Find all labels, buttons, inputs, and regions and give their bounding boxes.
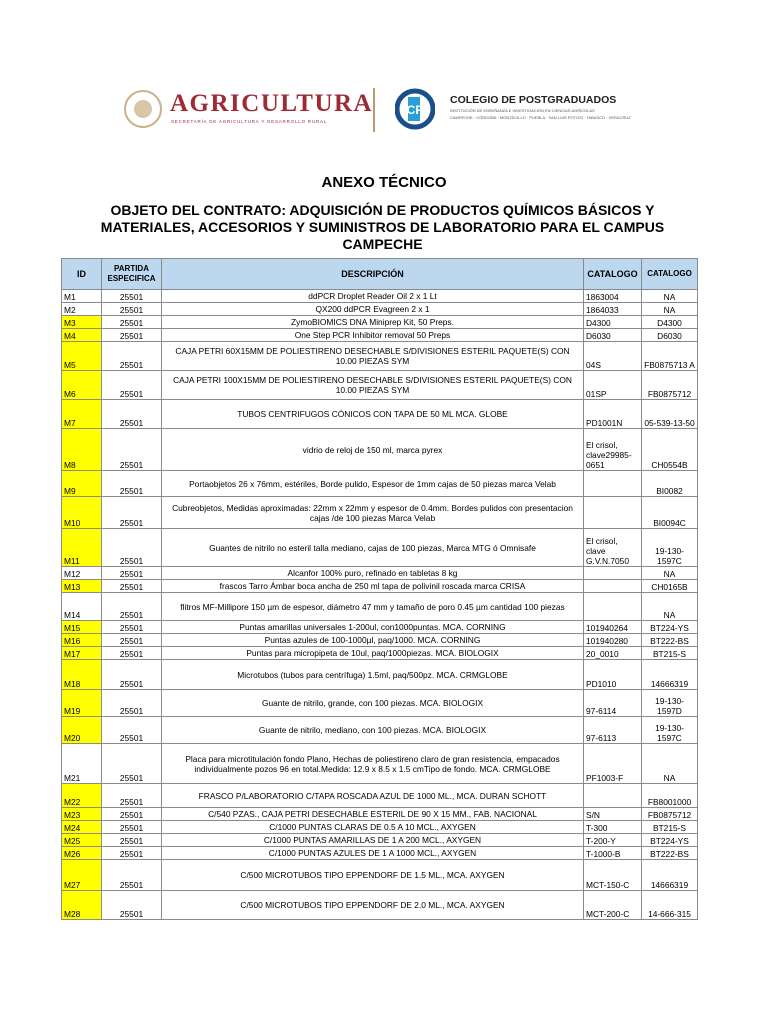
row-partida: 25501: [102, 290, 162, 303]
header-partida: PARTIDA ESPECIFICA: [102, 259, 162, 290]
table-row: [62, 744, 698, 784]
row-id: M18: [62, 660, 102, 690]
row-id: M2: [62, 303, 102, 316]
row-descripcion: vidrio de reloj de 150 ml, marca pyrex: [162, 429, 584, 471]
table-row: [62, 717, 698, 744]
row-partida: 25501: [102, 634, 162, 647]
row-id: M3: [62, 316, 102, 329]
row-descripcion: ZymoBIOMICS DNA Miniprep Kit, 50 Preps.: [162, 316, 584, 329]
row-descripcion: ddPCR Droplet Reader Oil 2 x 1 Lt: [162, 290, 584, 303]
row-id: M20: [62, 717, 102, 744]
row-partida: 25501: [102, 891, 162, 920]
row-catalogo-2: BT222-BS: [642, 634, 698, 647]
row-descripcion: Puntas azules de 100-1000µl, paq/1000. MCA. CORNING: [162, 634, 584, 647]
row-catalogo-2: CH0554B: [642, 429, 698, 471]
row-descripcion: C/540 PZAS., CAJA PETRI DESECHABLE ESTERIL DE 90 X 15 MM., FAB. NACIONAL: [162, 808, 584, 821]
table-row: [62, 342, 698, 371]
table-row: [62, 303, 698, 316]
page-title: ANEXO TÉCNICO: [321, 174, 447, 191]
row-catalogo-2: NA: [642, 744, 698, 784]
row-descripcion: C/1000 PUNTAS AMARILLAS DE 1 A 200 MCL., AXYGEN: [162, 834, 584, 847]
row-id: M11: [62, 529, 102, 567]
row-id: M16: [62, 634, 102, 647]
cp-logo-letters: CP: [406, 103, 424, 117]
row-catalogo-2: CH0165B: [642, 580, 698, 593]
mexico-seal-icon: [124, 90, 162, 128]
row-descripcion: C/500 MICROTUBOS TIPO EPPENDORF DE 1.5 ML., MCA. AXYGEN: [162, 860, 584, 891]
table-row: [62, 593, 698, 621]
row-catalogo: PD1010: [584, 660, 642, 690]
header-divider: [373, 88, 375, 132]
row-partida: 25501: [102, 471, 162, 497]
agricultura-subtitle: SECRETARÍA DE AGRICULTURA Y DESARROLLO RURAL: [171, 119, 328, 124]
row-partida: 25501: [102, 860, 162, 891]
row-catalogo: [584, 580, 642, 593]
row-partida: 25501: [102, 400, 162, 429]
row-partida: 25501: [102, 621, 162, 634]
row-partida: 25501: [102, 847, 162, 860]
table-row: [62, 860, 698, 891]
row-descripcion: Portaobjetos 26 x 76mm, estériles, Borde pulido, Espesor de 1mm cajas de 50 piezas marca Velab: [162, 471, 584, 497]
colegio-postgraduados-logo-icon: [395, 87, 435, 131]
row-id: M22: [62, 784, 102, 808]
table-row: [62, 847, 698, 860]
row-descripcion: CAJA PETRI 60X15MM DE POLIESTIRENO DESECHABLE S/DIVISIONES ESTERIL PAQUETE(S) CON 10.00 PIEZAS SYM: [162, 342, 584, 371]
row-partida: 25501: [102, 580, 162, 593]
row-descripcion: Guante de nitrilo, grande, con 100 piezas. MCA. BIOLOGIX: [162, 690, 584, 717]
row-id: M23: [62, 808, 102, 821]
table-row: [62, 647, 698, 660]
row-catalogo-2: 14-666-315: [642, 891, 698, 920]
row-catalogo-2: 05-539-13-50: [642, 400, 698, 429]
table-row: [62, 316, 698, 329]
row-descripcion: TUBOS CENTRIFUGOS CÓNICOS CON TAPA DE 50 ML MCA. GLOBE: [162, 400, 584, 429]
row-descripcion: C/1000 PUNTAS AZULES DE 1 A 1000 MCL., AXYGEN: [162, 847, 584, 860]
row-catalogo: T-200-Y: [584, 834, 642, 847]
table-row: [62, 580, 698, 593]
row-catalogo-2: D4300: [642, 316, 698, 329]
row-catalogo: [584, 593, 642, 621]
table-row: [62, 808, 698, 821]
row-descripcion: Puntas amarillas universales 1-200ul, con1000puntas. MCA. CORNING: [162, 621, 584, 634]
row-catalogo-2: D6030: [642, 329, 698, 342]
row-descripcion: Microtubos (tubos para centrífuga) 1.5ml, paq/500pz. MCA. CRMGLOBE: [162, 660, 584, 690]
table-header-row: [62, 259, 698, 290]
colegio-campuses: CAMPECHE · CÓRDOBA · MONTECILLO · PUEBLA · SAN LUIS POTOSÍ · TABASCO · VERACRUZ: [450, 115, 631, 120]
table-row: [62, 290, 698, 303]
agricultura-logo-text: AGRICULTURA: [170, 90, 374, 117]
row-descripcion: FRASCO P/LABORATORIO C/TAPA ROSCADA AZUL DE 1000 ML., MCA. DURAN SCHOTT: [162, 784, 584, 808]
header-id: ID: [62, 259, 102, 290]
row-id: M17: [62, 647, 102, 660]
row-id: M14: [62, 593, 102, 621]
row-descripcion: Alcanfor 100% puro, refinado en tabletas 8 kg: [162, 567, 584, 580]
row-catalogo-2: NA: [642, 303, 698, 316]
row-catalogo-2: BT215-S: [642, 647, 698, 660]
row-catalogo: [584, 567, 642, 580]
table-row: [62, 567, 698, 580]
row-partida: 25501: [102, 821, 162, 834]
table-row: [62, 329, 698, 342]
row-catalogo: D4300: [584, 316, 642, 329]
table-row: [62, 400, 698, 429]
row-partida: 25501: [102, 784, 162, 808]
row-catalogo: T-1000-B: [584, 847, 642, 860]
row-partida: 25501: [102, 529, 162, 567]
row-catalogo: 97-6114: [584, 690, 642, 717]
row-partida: 25501: [102, 660, 162, 690]
row-id: M12: [62, 567, 102, 580]
row-partida: 25501: [102, 567, 162, 580]
table-row: [62, 821, 698, 834]
row-catalogo-2: FB0875713 A: [642, 342, 698, 371]
row-partida: 25501: [102, 647, 162, 660]
row-catalogo-2: NA: [642, 567, 698, 580]
table-row: [62, 429, 698, 471]
row-partida: 25501: [102, 371, 162, 400]
row-partida: 25501: [102, 342, 162, 371]
row-catalogo: [584, 784, 642, 808]
colegio-subtitle: INSTITUCIÓN DE ENSEÑANZA E INVESTIGACIÓN EN CIENCIAS AGRÍCOLAS: [450, 108, 595, 113]
row-descripcion: Placa para microtitulación fondo Plano, Hechas de poliestireno claro de gran resistencia, empacados individualmente pozos 96 en total.Medida: 12.9 x 8.5 x 1.5 cmTipo de fondo. MCA. CRMGLOBE: [162, 744, 584, 784]
row-partida: 25501: [102, 316, 162, 329]
table-row: [62, 891, 698, 920]
table-row: [62, 634, 698, 647]
row-partida: 25501: [102, 834, 162, 847]
row-catalogo-2: BT222-BS: [642, 847, 698, 860]
row-id: M24: [62, 821, 102, 834]
row-catalogo: MCT-150-C: [584, 860, 642, 891]
row-catalogo: El crisol, clave29985-0651: [584, 429, 642, 471]
table-row: [62, 471, 698, 497]
row-descripcion: Guantes de nitrilo no esteril talla mediano, cajas de 100 piezas, Marca MTG ó Omnisafe: [162, 529, 584, 567]
row-catalogo-2: BI0082: [642, 471, 698, 497]
row-id: M27: [62, 860, 102, 891]
row-catalogo-2: BI0094C: [642, 497, 698, 529]
table-row: [62, 529, 698, 567]
row-catalogo-2: NA: [642, 593, 698, 621]
row-catalogo: S/N: [584, 808, 642, 821]
header-catalogo-2: CATALOGO: [642, 259, 698, 290]
row-id: M4: [62, 329, 102, 342]
row-descripcion: C/1000 PUNTAS CLARAS DE 0.5 A 10 MCL., AXYGEN: [162, 821, 584, 834]
row-descripcion: QX200 ddPCR Evagreen 2 x 1: [162, 303, 584, 316]
row-catalogo-2: 14666319: [642, 660, 698, 690]
row-descripcion: One Step PCR Inhibitor removal 50 Preps: [162, 329, 584, 342]
table-row: [62, 621, 698, 634]
row-catalogo-2: NA: [642, 290, 698, 303]
row-id: M10: [62, 497, 102, 529]
row-catalogo: [584, 471, 642, 497]
row-id: M7: [62, 400, 102, 429]
row-partida: 25501: [102, 429, 162, 471]
page-header: [120, 82, 640, 138]
row-catalogo-2: 19-130-1597C: [642, 529, 698, 567]
row-id: M21: [62, 744, 102, 784]
row-catalogo: 01SP: [584, 371, 642, 400]
row-descripcion: C/500 MICROTUBOS TIPO EPPENDORF DE 2.0 ML., MCA. AXYGEN: [162, 891, 584, 920]
row-id: M1: [62, 290, 102, 303]
row-catalogo: 101940280: [584, 634, 642, 647]
row-id: M19: [62, 690, 102, 717]
row-id: M26: [62, 847, 102, 860]
row-partida: 25501: [102, 303, 162, 316]
row-catalogo: 97-6113: [584, 717, 642, 744]
table-row: [62, 784, 698, 808]
row-catalogo: MCT-200-C: [584, 891, 642, 920]
row-id: M25: [62, 834, 102, 847]
row-partida: 25501: [102, 497, 162, 529]
row-catalogo-2: BT224-YS: [642, 834, 698, 847]
row-partida: 25501: [102, 690, 162, 717]
row-catalogo: 1863004: [584, 290, 642, 303]
products-table: [61, 258, 698, 920]
row-id: M6: [62, 371, 102, 400]
row-id: M15: [62, 621, 102, 634]
row-catalogo: [584, 497, 642, 529]
row-partida: 25501: [102, 329, 162, 342]
row-catalogo-2: BT224-YS: [642, 621, 698, 634]
row-catalogo-2: 19-130-1597C: [642, 717, 698, 744]
row-partida: 25501: [102, 744, 162, 784]
row-catalogo: El crisol, clave G.V.N.7050: [584, 529, 642, 567]
row-catalogo-2: FB0875712: [642, 371, 698, 400]
table-row: [62, 834, 698, 847]
row-catalogo: 1864033: [584, 303, 642, 316]
row-catalogo-2: 19-130-1597D: [642, 690, 698, 717]
row-partida: 25501: [102, 717, 162, 744]
row-catalogo: 04S: [584, 342, 642, 371]
row-descripcion: Cubreobjetos, Medidas aproximadas: 22mm x 22mm y espesor de 0.4mm. Bordes pulidos con presentacion cajas /de 100 piezas Marca Velab: [162, 497, 584, 529]
row-id: M9: [62, 471, 102, 497]
row-partida: 25501: [102, 808, 162, 821]
row-partida: 25501: [102, 593, 162, 621]
row-catalogo: PF1003-F: [584, 744, 642, 784]
row-catalogo-2: FB8001000: [642, 784, 698, 808]
table-row: [62, 371, 698, 400]
row-catalogo: T-300: [584, 821, 642, 834]
colegio-name: COLEGIO DE POSTGRADUADOS: [450, 94, 617, 106]
header-catalogo: CATALOGO: [584, 259, 642, 290]
table-row: [62, 497, 698, 529]
row-catalogo-2: 14666319: [642, 860, 698, 891]
row-descripcion: Puntas para micropipeta de 10ul, paq/1000piezas. MCA. BIOLOGIX: [162, 647, 584, 660]
table-row: [62, 690, 698, 717]
row-catalogo: D6030: [584, 329, 642, 342]
table-row: [62, 660, 698, 690]
header-descripcion: DESCRIPCIÓN: [162, 259, 584, 290]
row-id: M5: [62, 342, 102, 371]
contract-object: OBJETO DEL CONTRATO: ADQUISICIÓN DE PRODUCTOS QUÍMICOS BÁSICOS Y MATERIALES, ACCESORIOS Y SUMINISTROS DE LABORATORIO PARA EL CAMPUS CAMPECHE: [100, 202, 665, 252]
row-descripcion: Guante de nitrilo, mediano, con 100 piezas. MCA. BIOLOGIX: [162, 717, 584, 744]
row-catalogo: 101940264: [584, 621, 642, 634]
row-catalogo: PD1001N: [584, 400, 642, 429]
row-descripcion: frascos Tarro Ámbar boca ancha de 250 ml tapa de polivinil roscada marca CRISA: [162, 580, 584, 593]
row-id: M13: [62, 580, 102, 593]
row-catalogo-2: FB0875712: [642, 808, 698, 821]
row-descripcion: CAJA PETRI 100X15MM DE POLIESTIRENO DESECHABLE S/DIVISIONES ESTERIL PAQUETE(S) CON 10.00 PIEZAS SYM: [162, 371, 584, 400]
row-descripcion: flitros MF-Millipore 150 µm de espesor, diámetro 47 mm y tamaño de poro 0.45 µm cantidad 100 piezas: [162, 593, 584, 621]
row-id: M28: [62, 891, 102, 920]
row-catalogo-2: BT215-S: [642, 821, 698, 834]
row-id: M8: [62, 429, 102, 471]
row-catalogo: 20_0010: [584, 647, 642, 660]
